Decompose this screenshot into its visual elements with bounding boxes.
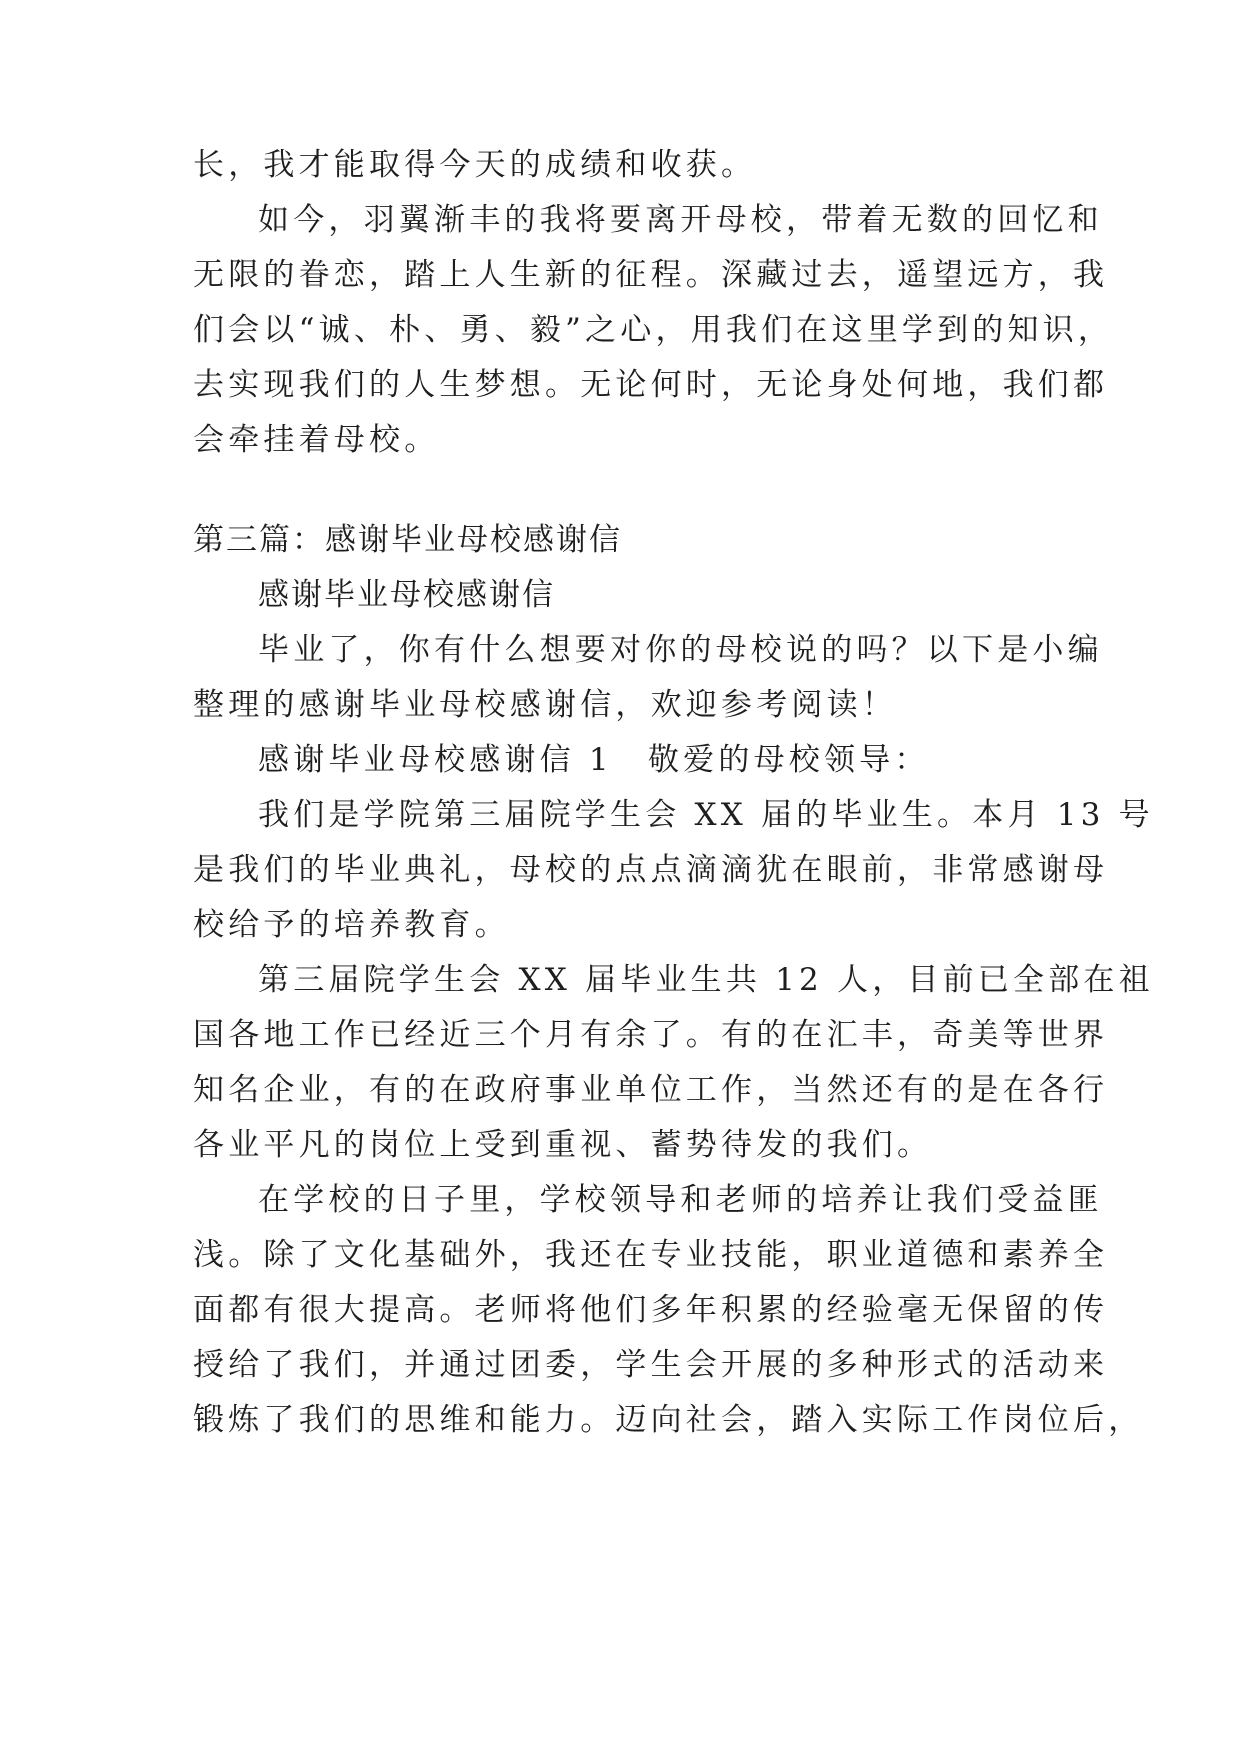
paragraph-first-line: 我们是学院第三届院学生会 XX 届的毕业生。本月 13 号 xyxy=(258,797,1154,833)
text-line: 会牵挂着母校。 xyxy=(193,422,440,458)
text-line: 知名企业，有的在政府事业单位工作，当然还有的是在各行 xyxy=(193,1072,1109,1108)
paragraph-first-line: 如今，羽翼渐丰的我将要离开母校，带着无数的回忆和 xyxy=(258,202,1103,238)
text-line: 无限的眷恋，踏上人生新的征程。深藏过去，遥望远方，我 xyxy=(193,257,1109,293)
letter-heading-line: 感谢毕业母校感谢信 1 敬爱的母校领导： xyxy=(258,742,930,778)
letter-title: 感谢毕业母校感谢信 xyxy=(258,577,555,613)
text-line: 长，我才能取得今天的成绩和收获。 xyxy=(193,147,757,183)
text-line: 国各地工作已经近三个月有余了。有的在汇丰，奇美等世界 xyxy=(193,1017,1109,1053)
section-heading: 第三篇：感谢毕业母校感谢信 xyxy=(193,522,622,558)
text-line: 浅。除了文化基础外，我还在专业技能，职业道德和素养全 xyxy=(193,1237,1109,1273)
paragraph-first-line: 毕业了，你有什么想要对你的母校说的吗？以下是小编 xyxy=(258,632,1103,668)
paragraph-first-line: 第三届院学生会 XX 届毕业生共 12 人，目前已全部在祖 xyxy=(258,962,1154,998)
text-line: 锻炼了我们的思维和能力。迈向社会，踏入实际工作岗位后， xyxy=(193,1402,1144,1438)
text-line: 面都有很大提高。老师将他们多年积累的经验毫无保留的传 xyxy=(193,1292,1109,1328)
paragraph-first-line: 在学校的日子里，学校领导和老师的培养让我们受益匪 xyxy=(258,1182,1103,1218)
text-line: 各业平凡的岗位上受到重视、蓄势待发的我们。 xyxy=(193,1127,933,1163)
text-line: 是我们的毕业典礼，母校的点点滴滴犹在眼前，非常感谢母 xyxy=(193,852,1109,888)
text-line: 校给予的培养教育。 xyxy=(193,907,510,943)
text-line: 授给了我们，并通过团委，学生会开展的多种形式的活动来 xyxy=(193,1347,1109,1383)
text-line: 们会以“诚、朴、勇、毅”之心，用我们在这里学到的知识， xyxy=(193,312,1114,348)
text-line: 整理的感谢毕业母校感谢信，欢迎参考阅读！ xyxy=(193,687,897,723)
text-line: 去实现我们的人生梦想。无论何时，无论身处何地，我们都 xyxy=(193,367,1109,403)
